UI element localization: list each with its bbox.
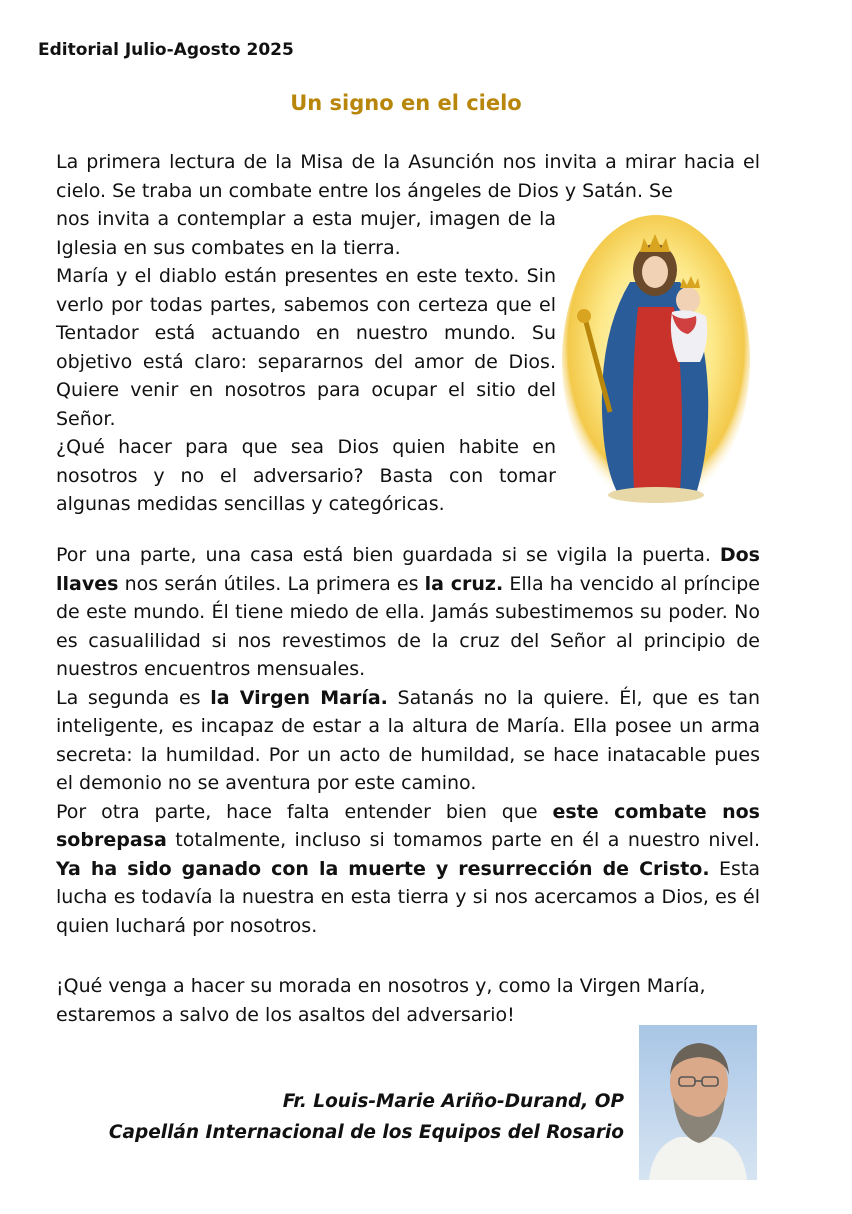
page-title: Un signo en el cielo [290, 91, 522, 115]
p1-bold-dos-llaves: Dos llaves [56, 544, 760, 595]
p1-text-c: nos serán útiles. La primera es [118, 572, 425, 595]
editorial-header: Editorial Julio-Agosto 2025 [38, 40, 294, 60]
paragraph-virgin-text [56, 684, 760, 798]
virgin-mary-image [560, 212, 752, 510]
intro-text-wide: La primera lectura de la Misa de la Asunción nos invita a mirar hacia el cielo. Se traba un combate entre los ángeles de Dios y Satán. Se [56, 151, 760, 202]
p1-text-a: Por una parte, una casa está bien guardada si se vigila la puerta. [56, 544, 720, 566]
intro-text-1: nos invita a contemplar a esta mujer, imagen de la Iglesia en sus combates en la tierra. [56, 208, 556, 259]
p3-text-e: Esta lucha es todavía la nuestra en esta tierra y si nos acercamos a Dios, es él quien luchará por nosotros. [56, 857, 760, 937]
p1-bold-la-cruz: la cruz. [424, 572, 504, 595]
p3-bold-ganado: Ya ha sido ganado con la muerte y resurrección de Cristo. [56, 857, 710, 880]
p2-text-c: Satanás no la quiere. Él, que es tan inteligente, es incapaz de estar a la altura de María. Ella posee un arma secreta: la humildad. Por un acto de humildad, se hace inatacable pues el demonio no se aventura por este camino. [56, 686, 761, 794]
p2-bold-virgen: la Virgen María. [210, 686, 388, 709]
p1-text-e: Ella ha vencido al príncipe de este mundo. Él tiene miedo de ella. Jamás subestimemos su poder. No es casualilidad si nos revestimos de la cruz del Señor al principio de nuestros encuentros mensuales. [56, 572, 760, 680]
paragraph-keys [56, 541, 760, 940]
intro-text-3: ¿Qué hacer para que sea Dios quien habite en nosotros y no el adversario? Basta con tomar algunas medidas sencillas y categóricas. [56, 436, 556, 515]
signature-block [109, 1086, 624, 1148]
p3-text-c: totalmente, incluso si tomamos parte en él a nuestro nivel. [166, 829, 760, 851]
paragraph-combat-text [56, 798, 760, 941]
intro-paragraph-narrow [56, 205, 556, 519]
signature-role: Capellán Internacional de los Equipos del Rosario [108, 1122, 624, 1143]
p3-text-a: Por otra parte, hace falta entender bien que [56, 800, 553, 823]
intro-text-2: María y el diablo están presentes en este texto. Sin verlo por todas partes, sabemos con certeza que el Tentador está actuando en nuestro mundo. Su objetivo está claro: separarnos del amor de Dios. Quiere venir en nosotros para ocupar el sitio del Señor. [56, 265, 556, 430]
intro-paragraph-top [56, 148, 760, 205]
paragraph-keys-text [56, 541, 760, 684]
p2-text-a: La segunda es [56, 686, 211, 709]
author-photo [639, 1025, 757, 1180]
closing-text: ¡Qué venga a hacer su morada en nosotros y, como la Virgen María, estaremos a salvo de los asaltos del adversario! [56, 975, 706, 1026]
p3-bold-combate: este combate nos sobrepasa [56, 800, 760, 851]
signature-name: Fr. Louis-Marie Ariño-Durand, OP [282, 1091, 624, 1112]
closing-paragraph [56, 972, 760, 1029]
